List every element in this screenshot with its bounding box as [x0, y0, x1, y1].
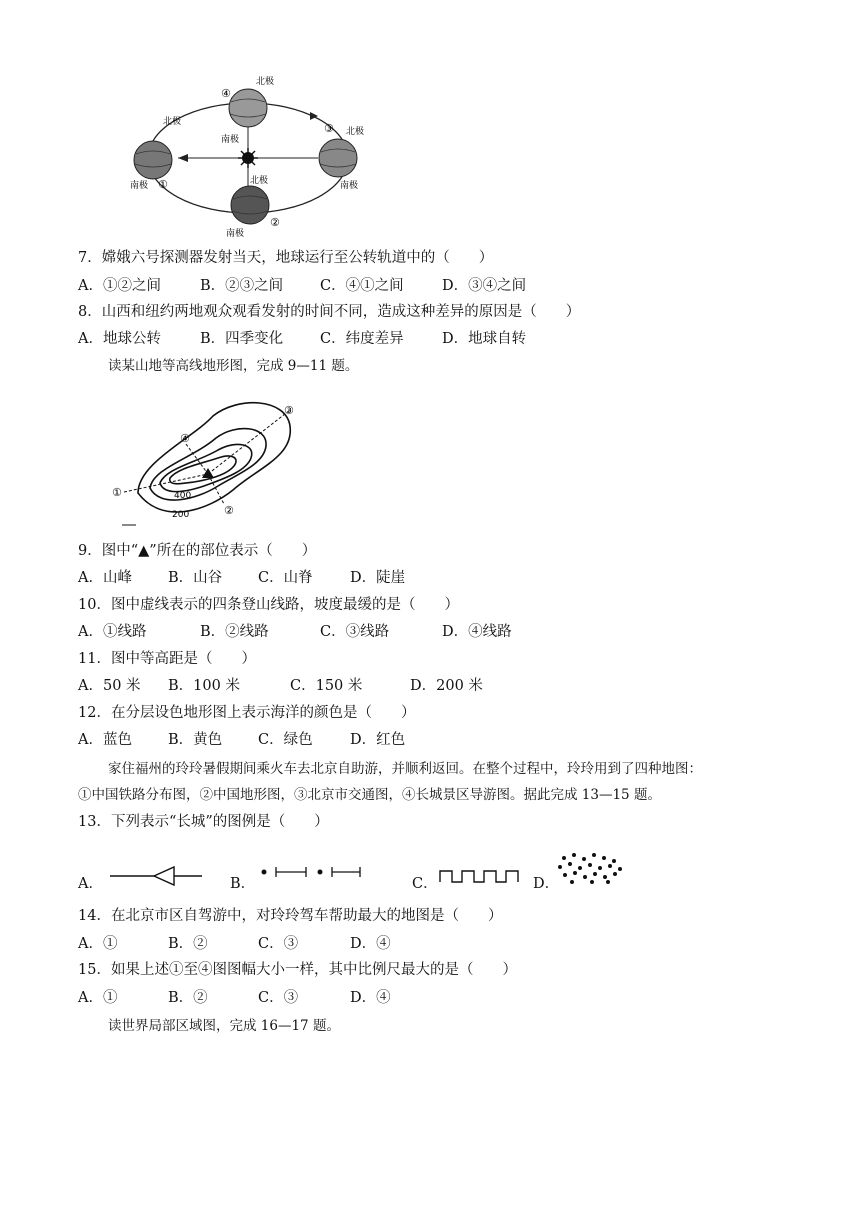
- contour-map-figure: [108, 398, 308, 530]
- q12-stem: 12．在分层设色地形图上表示海洋的颜色是（ ）: [78, 705, 416, 721]
- intro-13-15-line2: ①中国铁路分布图，②中国地形图，③北京市交通图，④长城景区导游图。据此完成 13—15 题。: [78, 787, 661, 803]
- q9-option-d[interactable]: D．陡崖: [350, 570, 406, 586]
- elev-label-400: 400: [174, 491, 192, 501]
- q10-option-a[interactable]: A．①线路: [78, 624, 147, 640]
- q12-option-a[interactable]: A．蓝色: [78, 732, 132, 748]
- legend-dots-icon: [556, 850, 626, 886]
- pos-label-1: ①: [158, 178, 168, 191]
- south-label-1: 南极: [130, 181, 149, 191]
- q13-stem: 13．下列表示“长城”的图例是（ ）: [78, 814, 329, 830]
- legend-arrow-line-icon: [108, 864, 204, 888]
- intro-16-17: 读世界局部区域图，完成 16—17 题。: [108, 1018, 340, 1034]
- q11-option-d[interactable]: D．200 米: [410, 678, 483, 694]
- q7-stem: 7．嫦娥六号探测器发射当天，地球运行至公转轨道中的（ ）: [78, 250, 494, 266]
- q11-stem: 11．图中等高距是（ ）: [78, 651, 256, 667]
- north-label-2: 北极: [250, 176, 269, 186]
- intro-13-15-line1: 家住福州的玲玲暑假期间乘火车去北京自助游，并顺利返回。在整个过程中，玲玲用到了四种地图：: [108, 761, 702, 777]
- q15-option-d[interactable]: D．④: [350, 990, 391, 1006]
- q8-option-b[interactable]: B．四季变化: [200, 331, 284, 347]
- earth-1-icon: [134, 141, 172, 179]
- q14-option-c[interactable]: C．③: [258, 936, 299, 952]
- q14-option-d[interactable]: D．④: [350, 936, 391, 952]
- q12-option-d[interactable]: D．红色: [350, 732, 406, 748]
- earth-4-icon: [229, 89, 267, 127]
- q13-option-c[interactable]: C．: [412, 876, 438, 892]
- q10-option-b[interactable]: B．②线路: [200, 624, 269, 640]
- q15-option-b[interactable]: B．②: [168, 990, 208, 1006]
- q7-option-c[interactable]: C．④①之间: [320, 278, 404, 294]
- q8-option-d[interactable]: D．地球自转: [442, 331, 527, 347]
- q8-option-c[interactable]: C．纬度差异: [320, 331, 404, 347]
- peak-triangle-icon: [202, 468, 214, 478]
- route-label-3: ③: [284, 404, 294, 417]
- q15-option-a[interactable]: A．①: [78, 990, 118, 1006]
- q11-option-b[interactable]: B．100 米: [168, 678, 240, 694]
- south-label-2: 南极: [226, 229, 245, 239]
- q15-stem: 15．如果上述①至④图图幅大小一样，其中比例尺最大的是（ ）: [78, 962, 517, 978]
- q9-option-a[interactable]: A．山峰: [78, 570, 132, 586]
- pos-label-4: ④: [221, 87, 231, 100]
- q14-option-b[interactable]: B．②: [168, 936, 208, 952]
- q8-option-a[interactable]: A．地球公转: [78, 331, 161, 347]
- q15-option-c[interactable]: C．③: [258, 990, 299, 1006]
- q12-option-c[interactable]: C．绿色: [258, 732, 313, 748]
- earth-orbit-figure: [118, 70, 398, 240]
- elev-label-200: 200: [172, 510, 190, 520]
- q7-option-a[interactable]: A．①②之间: [78, 278, 161, 294]
- route-label-2: ②: [224, 504, 234, 517]
- pos-label-2: ②: [270, 216, 280, 229]
- q9-option-b[interactable]: B．山谷: [168, 570, 223, 586]
- north-label-4: 北极: [256, 77, 275, 87]
- q10-stem: 10．图中虚线表示的四条登山线路，坡度最缓的是（ ）: [78, 597, 459, 613]
- legend-dot-bar-icon: [258, 864, 366, 882]
- q9-stem: 9．图中“▲”所在的部位表示（ ）: [78, 543, 317, 559]
- q14-stem: 14．在北京市区自驾游中，对玲玲驾车帮助最大的地图是（ ）: [78, 908, 503, 924]
- south-label-4: 南极: [221, 135, 240, 145]
- q8-stem: 8．山西和纽约两地观众观看发射的时间不同，造成这种差异的原因是（ ）: [78, 304, 581, 320]
- q11-option-c[interactable]: C．150 米: [290, 678, 363, 694]
- earth-3-icon: [319, 139, 357, 177]
- north-label-3: 北极: [346, 127, 365, 137]
- q10-option-c[interactable]: C．③线路: [320, 624, 390, 640]
- legend-battlement-icon: [438, 866, 522, 886]
- route-label-1: ①: [112, 486, 122, 499]
- q14-option-a[interactable]: A．①: [78, 936, 118, 952]
- earth-2-icon: [231, 186, 269, 224]
- north-label-1: 北极: [163, 117, 182, 127]
- pos-label-3: ③: [324, 122, 334, 135]
- route-label-4: ④: [180, 432, 190, 445]
- q7-option-b[interactable]: B．②③之间: [200, 278, 284, 294]
- q13-option-d[interactable]: D．: [533, 876, 560, 892]
- q13-option-a[interactable]: A．: [78, 876, 103, 892]
- south-label-3: 南极: [340, 181, 359, 191]
- q7-option-d[interactable]: D．③④之间: [442, 278, 527, 294]
- intro-9-11: 读某山地等高线地形图，完成 9—11 题。: [108, 358, 359, 374]
- q10-option-d[interactable]: D．④线路: [442, 624, 512, 640]
- q12-option-b[interactable]: B．黄色: [168, 732, 223, 748]
- q11-option-a[interactable]: A．50 米: [78, 678, 141, 694]
- q9-option-c[interactable]: C．山脊: [258, 570, 313, 586]
- q13-option-b[interactable]: B．: [230, 876, 256, 892]
